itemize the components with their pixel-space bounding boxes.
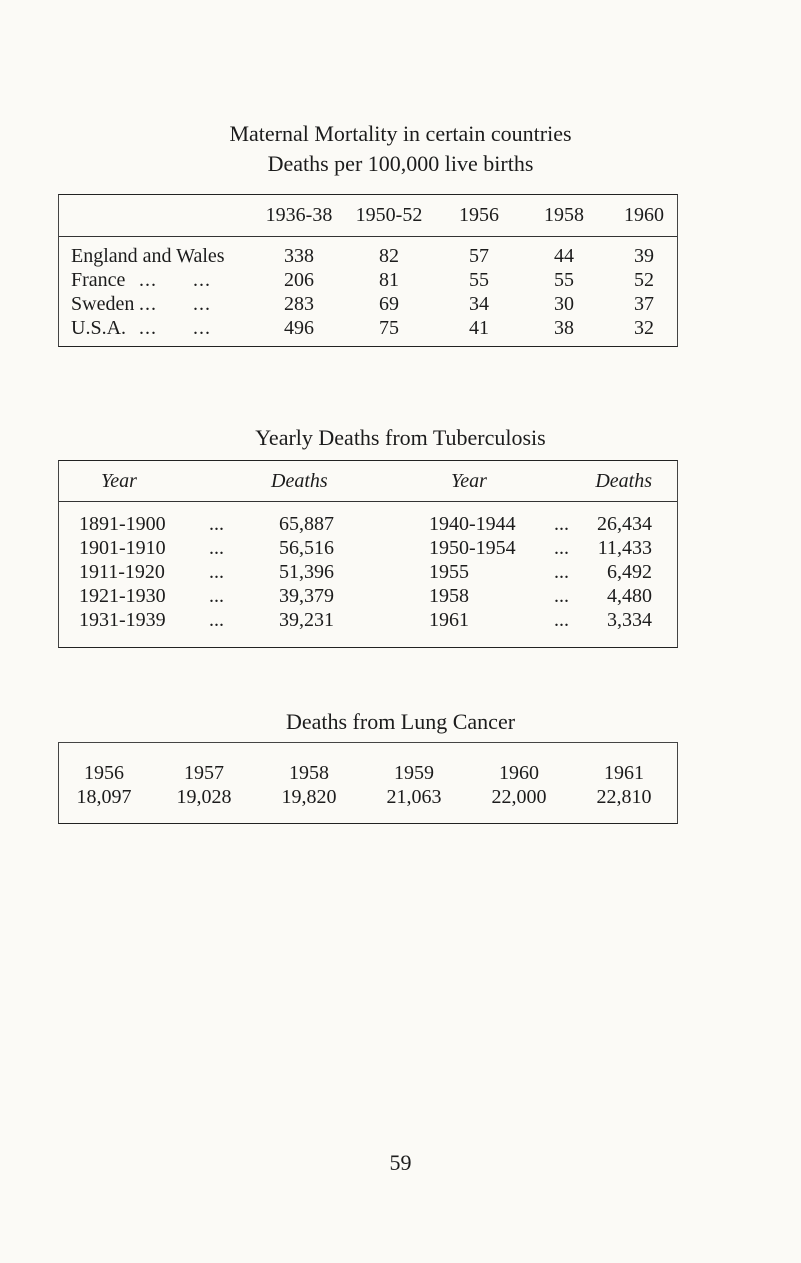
col-header: 1936-38 — [265, 204, 333, 226]
value-cell: 75 — [379, 317, 399, 339]
deaths-cell: 65,887 — [279, 513, 334, 535]
deaths-cell: 4,480 — [607, 585, 652, 607]
value-cell: 44 — [554, 245, 574, 267]
leader-dots: ... — [209, 561, 224, 583]
leader-dots: ... — [554, 585, 569, 607]
deaths-cell: 39,231 — [279, 609, 334, 631]
value-cell: 41 — [469, 317, 489, 339]
value-cell: 39 — [634, 245, 654, 267]
col-header: 1950-52 — [355, 204, 423, 226]
page-number: 59 — [389, 1150, 412, 1175]
year-cell: 1940-1944 — [429, 513, 516, 535]
leader-dots: ... ... — [139, 269, 211, 291]
country-label: England and Wales — [71, 245, 225, 267]
year-cell: 1950-1954 — [429, 537, 516, 559]
year-cell: 1931-1939 — [79, 609, 166, 631]
leader-dots: ... — [209, 609, 224, 631]
year-cell: 1955 — [429, 561, 469, 583]
leader-dots: ... ... — [139, 317, 211, 339]
tuberculosis-title: Yearly Deaths from Tuberculosis — [255, 425, 546, 450]
col-header-year: Year — [101, 470, 137, 492]
year-cell: 1956 — [84, 762, 124, 784]
header-rule — [59, 501, 677, 502]
col-header-year: Year — [451, 470, 487, 492]
deaths-cell: 3,334 — [607, 609, 652, 631]
col-header-deaths: Deaths — [271, 470, 328, 492]
value-cell: 57 — [469, 245, 489, 267]
year-cell: 1960 — [499, 762, 539, 784]
value-cell: 34 — [469, 293, 489, 315]
value-cell: 55 — [554, 269, 574, 291]
value-cell: 206 — [284, 269, 314, 291]
year-cell: 1957 — [184, 762, 224, 784]
year-cell: 1961 — [604, 762, 644, 784]
leader-dots: ... — [554, 609, 569, 631]
lung-cancer-title: Deaths from Lung Cancer — [285, 709, 516, 734]
value-cell: 81 — [379, 269, 399, 291]
value-cell: 496 — [284, 317, 314, 339]
col-header-deaths: Deaths — [595, 470, 652, 492]
value-cell: 52 — [634, 269, 654, 291]
leader-dots: ... — [554, 537, 569, 559]
deaths-cell: 22,000 — [491, 786, 547, 808]
value-cell: 82 — [379, 245, 399, 267]
col-header: 1958 — [544, 204, 584, 226]
year-cell: 1958 — [289, 762, 329, 784]
maternal-table — [58, 194, 678, 347]
value-cell: 30 — [554, 293, 574, 315]
country-label: Sweden — [71, 293, 135, 315]
header-rule — [59, 236, 677, 237]
col-header: 1956 — [459, 204, 499, 226]
year-cell: 1921-1930 — [79, 585, 166, 607]
deaths-cell: 19,028 — [176, 786, 232, 808]
value-cell: 32 — [634, 317, 654, 339]
col-header: 1960 — [624, 204, 664, 226]
year-cell: 1958 — [429, 585, 469, 607]
deaths-cell: 22,810 — [596, 786, 652, 808]
leader-dots: ... — [554, 561, 569, 583]
leader-dots: ... — [209, 513, 224, 535]
value-cell: 37 — [634, 293, 654, 315]
deaths-cell: 56,516 — [279, 537, 334, 559]
value-cell: 38 — [554, 317, 574, 339]
year-cell: 1901-1910 — [79, 537, 166, 559]
country-label: U.S.A. — [71, 317, 127, 339]
deaths-cell: 39,379 — [279, 585, 334, 607]
value-cell: 283 — [284, 293, 314, 315]
value-cell: 338 — [284, 245, 314, 267]
lung-cancer-table — [58, 742, 678, 824]
deaths-cell: 6,492 — [607, 561, 652, 583]
leader-dots: ... — [209, 537, 224, 559]
year-cell: 1961 — [429, 609, 469, 631]
maternal-subtitle: Deaths per 100,000 live births — [267, 151, 534, 176]
year-cell: 1959 — [394, 762, 434, 784]
deaths-cell: 21,063 — [386, 786, 442, 808]
deaths-cell: 51,396 — [279, 561, 334, 583]
leader-dots: ... — [554, 513, 569, 535]
deaths-cell: 19,820 — [281, 786, 337, 808]
tuberculosis-table — [58, 460, 678, 648]
value-cell: 69 — [379, 293, 399, 315]
deaths-cell: 18,097 — [76, 786, 132, 808]
value-cell: 55 — [469, 269, 489, 291]
maternal-title: Maternal Mortality in certain countries — [229, 121, 572, 146]
deaths-cell: 11,433 — [597, 537, 652, 559]
country-label: France — [71, 269, 126, 291]
year-cell: 1911-1920 — [79, 561, 165, 583]
leader-dots: ... ... — [139, 293, 211, 315]
leader-dots: ... — [209, 585, 224, 607]
deaths-cell: 26,434 — [597, 513, 652, 535]
year-cell: 1891-1900 — [79, 513, 166, 535]
